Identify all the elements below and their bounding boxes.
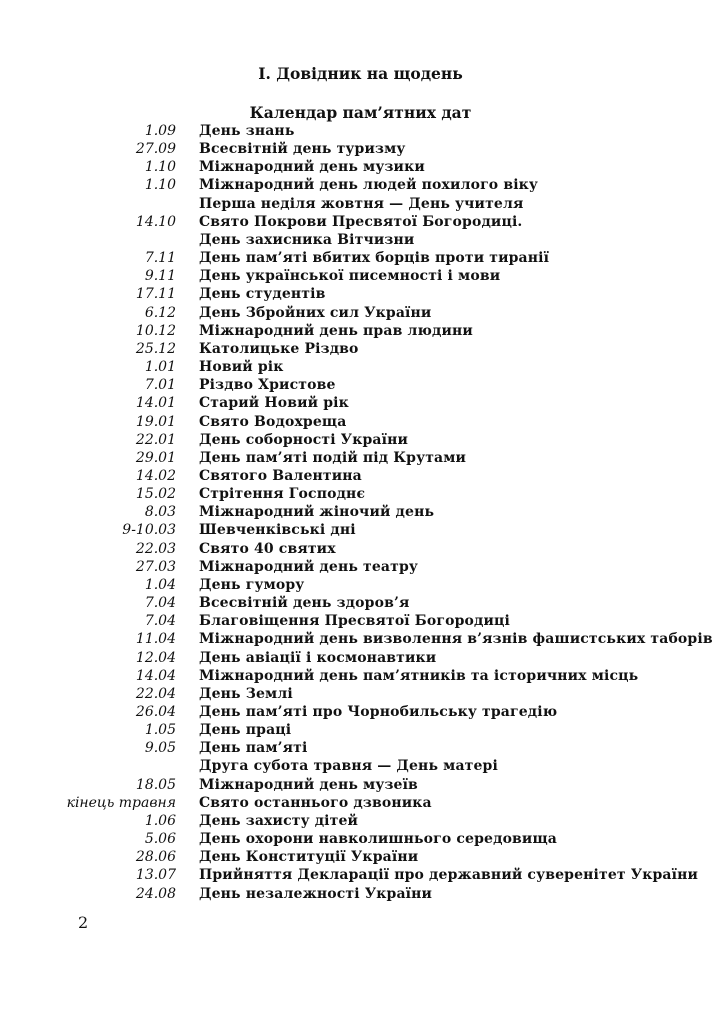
entry-event: Шевченківські дні bbox=[199, 522, 356, 539]
entry-date: 5.06 bbox=[144, 831, 176, 848]
entry-date: 7.01 bbox=[144, 377, 176, 394]
date-list-item bbox=[0, 794, 721, 812]
entry-event: Стрітення Господнє bbox=[199, 486, 366, 503]
entry-event: Свято останнього дзвоника bbox=[199, 794, 432, 811]
entry-date: 26.04 bbox=[135, 704, 176, 720]
date-list-item bbox=[0, 195, 721, 213]
entry-date: 1.06 bbox=[144, 812, 176, 829]
date-list-item bbox=[0, 467, 721, 485]
entry-event: Міжнародний день визволення в’язнів фашистських таборів bbox=[199, 631, 713, 648]
date-list-item bbox=[0, 249, 721, 267]
entry-event: Міжнародний день театру bbox=[199, 558, 419, 575]
entry-event: День соборності України bbox=[199, 431, 409, 448]
entry-event: Всесвітній день туризму bbox=[199, 141, 406, 158]
entry-event: День гумору bbox=[199, 576, 305, 593]
entry-date: 1.10 bbox=[144, 177, 176, 194]
entry-date: 25.12 bbox=[135, 340, 176, 357]
entry-date: 1.04 bbox=[144, 576, 176, 593]
entry-event: Новий рік bbox=[199, 359, 284, 376]
entry-date: 7.04 bbox=[144, 595, 176, 612]
entry-event: День української писемності і мови bbox=[199, 268, 501, 285]
date-list-item bbox=[0, 140, 721, 158]
date-list-item bbox=[0, 394, 721, 412]
entry-event: День пам’яті bbox=[199, 740, 308, 757]
entry-event: Міжнародний день прав людини bbox=[199, 322, 473, 339]
date-list-item bbox=[0, 558, 721, 576]
entry-date: 1.05 bbox=[144, 722, 176, 739]
entry-date: 9.11 bbox=[144, 268, 176, 285]
entry-event: День Конституції України bbox=[199, 849, 419, 866]
date-list-item bbox=[0, 540, 721, 558]
date-list-item bbox=[0, 485, 721, 503]
entry-date: 10.12 bbox=[135, 322, 176, 339]
date-list-item bbox=[0, 413, 721, 431]
entry-date: 6.12 bbox=[144, 304, 176, 321]
entry-event: Католицьке Різдво bbox=[199, 340, 359, 357]
date-list-item bbox=[0, 685, 721, 703]
entry-date: 15.02 bbox=[135, 486, 176, 503]
entry-event: День охорони навколишнього середовища bbox=[199, 831, 557, 848]
entry-date: 7.11 bbox=[144, 250, 176, 267]
date-list-item bbox=[0, 376, 721, 394]
date-list-item bbox=[0, 812, 721, 830]
entry-event: Перша неділя жовтня — День учителя bbox=[199, 195, 524, 212]
entry-event: День Землі bbox=[199, 685, 293, 702]
page-number: 2 bbox=[78, 913, 89, 932]
date-list-item bbox=[0, 885, 721, 903]
date-list-item bbox=[0, 776, 721, 794]
date-list-item bbox=[0, 358, 721, 376]
section-title: Календар пам’ятних дат bbox=[249, 103, 472, 122]
entry-date: 22.04 bbox=[135, 685, 176, 702]
date-list-item bbox=[0, 757, 721, 775]
date-list-item bbox=[0, 649, 721, 667]
entry-date: 13.07 bbox=[135, 867, 176, 884]
date-list-item bbox=[0, 667, 721, 685]
entry-date: 27.03 bbox=[135, 558, 176, 575]
entry-event: День Збройних сил України bbox=[199, 304, 432, 321]
date-list-item bbox=[0, 830, 721, 848]
entry-date: 18.05 bbox=[135, 776, 176, 793]
entry-date: 29.01 bbox=[135, 449, 176, 466]
date-list-item bbox=[0, 521, 721, 539]
entry-date: 27.09 bbox=[135, 141, 176, 158]
entry-event: Благовіщення Пресвятої Богородиці bbox=[199, 613, 511, 630]
date-list-item bbox=[0, 304, 721, 322]
entry-event: День захисту дітей bbox=[199, 812, 359, 829]
date-list-item bbox=[0, 576, 721, 594]
date-list-item bbox=[0, 176, 721, 194]
entry-date: 14.02 bbox=[135, 467, 176, 484]
entry-date: 14.01 bbox=[135, 395, 176, 412]
date-list-item bbox=[0, 594, 721, 612]
entry-event: Всесвітній день здоров’я bbox=[199, 595, 410, 612]
entry-event: День пам’яті вбитих борців проти тиранії bbox=[199, 250, 550, 267]
entry-date: 14.04 bbox=[135, 667, 176, 684]
entry-date: 17.11 bbox=[135, 286, 176, 303]
entry-date: кінець травня bbox=[66, 794, 176, 811]
entry-event: Міжнародний жіночий день bbox=[199, 504, 435, 521]
date-list-item bbox=[0, 340, 721, 358]
date-list-item bbox=[0, 231, 721, 249]
entry-event: Святого Валентина bbox=[199, 467, 362, 484]
date-list-item bbox=[0, 431, 721, 449]
date-list-item bbox=[0, 158, 721, 176]
entry-date: 11.04 bbox=[135, 631, 176, 648]
entry-event: Міжнародний день пам’ятників та історичних місць bbox=[199, 667, 639, 684]
date-list-item bbox=[0, 122, 721, 140]
entry-event: Старий Новий рік bbox=[199, 395, 349, 412]
entry-date: 14.10 bbox=[135, 213, 176, 230]
entry-event: Свято Водохреща bbox=[199, 413, 347, 430]
entry-event: День незалежності України bbox=[199, 885, 433, 902]
entry-date: 12.04 bbox=[135, 649, 176, 666]
date-list-item bbox=[0, 213, 721, 231]
entry-event: День праці bbox=[199, 722, 292, 739]
date-list-item bbox=[0, 866, 721, 884]
date-list-item bbox=[0, 612, 721, 630]
entry-event: День захисника Вітчизни bbox=[199, 231, 415, 248]
date-list-item bbox=[0, 503, 721, 521]
entry-date: 9.05 bbox=[144, 740, 176, 757]
date-list-item bbox=[0, 630, 721, 648]
entry-event: День пам’яті про Чорнобильську трагедію bbox=[199, 704, 558, 720]
date-list-item bbox=[0, 703, 721, 721]
date-list-item bbox=[0, 267, 721, 285]
entry-date: 24.08 bbox=[135, 885, 176, 902]
entry-date: 19.01 bbox=[135, 413, 176, 430]
entry-date: 1.09 bbox=[144, 123, 176, 139]
entry-event: День пам’яті подій під Крутами bbox=[199, 449, 467, 466]
entry-event: Друга субота травня — День матері bbox=[199, 758, 498, 775]
date-list-item bbox=[0, 449, 721, 467]
entry-date: 22.01 bbox=[135, 431, 176, 448]
entry-event: Різдво Христове bbox=[199, 377, 336, 394]
entry-date: 8.03 bbox=[144, 504, 176, 521]
date-list-item bbox=[0, 322, 721, 340]
entry-event: День знань bbox=[199, 123, 295, 139]
date-list-item bbox=[0, 721, 721, 739]
chapter-title: I. Довідник на щодень bbox=[258, 64, 463, 83]
entry-event: Міжнародний день музеїв bbox=[199, 776, 418, 793]
entry-event: Міжнародний день людей похилого віку bbox=[199, 177, 539, 194]
entry-event: Міжнародний день музики bbox=[199, 159, 425, 176]
entry-date: 9-10.03 bbox=[122, 522, 176, 539]
entry-event: Свято 40 святих bbox=[199, 540, 336, 557]
entry-date: 22.03 bbox=[135, 540, 176, 557]
entry-date: 1.10 bbox=[144, 159, 176, 176]
entry-date: 28.06 bbox=[135, 849, 176, 866]
date-list-item bbox=[0, 739, 721, 757]
date-list-item bbox=[0, 285, 721, 303]
date-list-item bbox=[0, 848, 721, 866]
entry-event: Прийняття Декларації про державний суверенітет України bbox=[199, 867, 699, 884]
memorial-dates-list bbox=[0, 122, 721, 903]
entry-date: 1.01 bbox=[144, 359, 176, 376]
entry-event: День студентів bbox=[199, 286, 326, 303]
entry-date: 7.04 bbox=[144, 613, 176, 630]
entry-event: Свято Покрови Пресвятої Богородиці. bbox=[199, 213, 523, 230]
entry-event: День авіації і космонавтики bbox=[199, 649, 437, 666]
